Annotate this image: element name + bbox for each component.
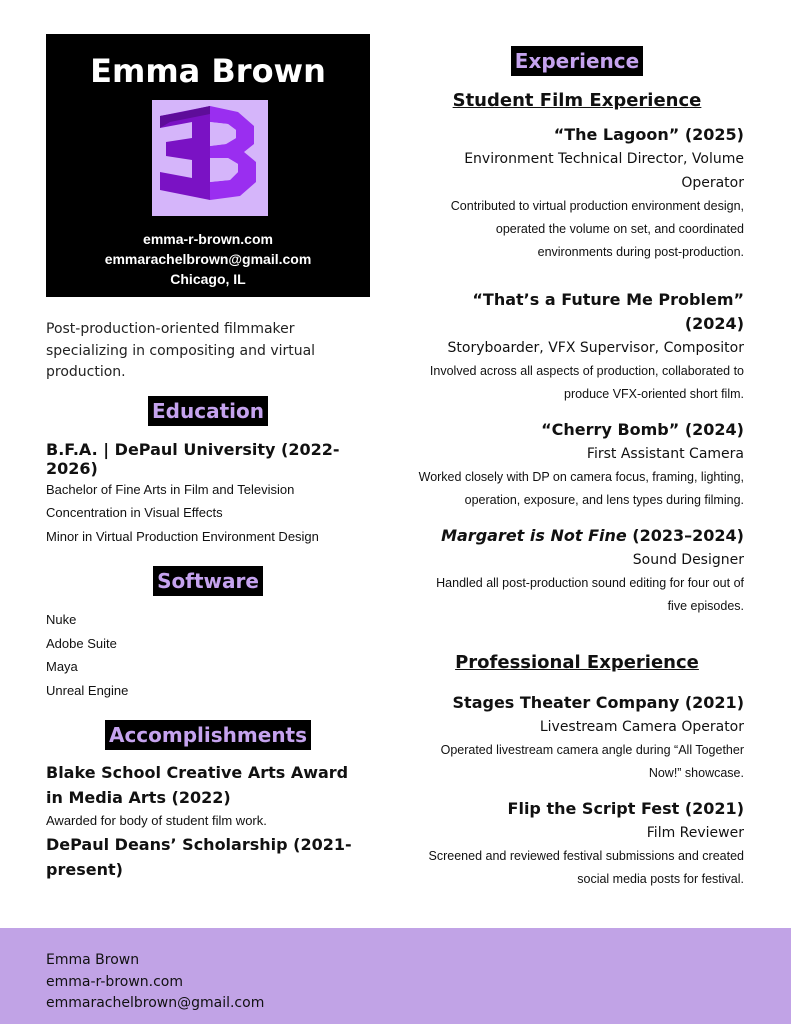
job-entry [410, 797, 744, 891]
software-section-heading [46, 566, 370, 596]
education-details [46, 478, 370, 549]
job-entry [410, 418, 744, 512]
header-name: Emma Brown [90, 52, 326, 90]
job-description: operated the volume on set, and coordinated [495, 222, 744, 236]
right-column [410, 46, 744, 891]
student-experience-title: Student Film Experience [452, 90, 702, 111]
footer-name: Emma Brown [46, 952, 140, 968]
job-description: Contributed to virtual production environment design, [450, 199, 744, 213]
job-title: “The Lagoon” (2025) [553, 125, 744, 144]
eb-monogram-icon [152, 100, 268, 216]
job-description: environments during post-production. [537, 245, 744, 259]
job-role: Sound Designer [632, 552, 744, 568]
experience-section-heading [410, 46, 744, 76]
education-section-heading [46, 396, 370, 426]
job-description: Now!” showcase. [648, 766, 744, 780]
accomplishment-detail: Awarded for body of student film work. [46, 813, 267, 828]
job-description: five episodes. [667, 599, 744, 613]
software-list [46, 608, 370, 702]
education-detail: Concentration in Visual Effects [46, 505, 223, 520]
job-role: Environment Technical Director, Volume Operator [464, 151, 744, 191]
accomplishments-title: Accomplishments [105, 720, 311, 750]
education-detail: Bachelor of Fine Arts in Film and Television [46, 481, 295, 497]
job-description: produce VFX-oriented short film. [564, 387, 744, 401]
job-entry [410, 288, 744, 406]
bio-text: Post-production-oriented filmmaker specializing in compositing and virtual production. [46, 321, 316, 380]
software-title: Software [153, 566, 263, 596]
education-title: Education [148, 396, 268, 426]
job-title: Stages Theater Company (2021) [452, 693, 744, 712]
footer-band [0, 928, 791, 1024]
job-description: social media posts for festival. [577, 872, 744, 886]
job-entry [410, 123, 744, 264]
job-entry [410, 691, 744, 785]
degree-line: B.F.A. | DePaul University (2022-2026) [46, 439, 340, 478]
job-role: Film Reviewer [646, 825, 744, 841]
footer-email[interactable]: emmarachelbrown@gmail.com [46, 995, 265, 1011]
job-title [410, 524, 744, 548]
accomplishments-section-heading [46, 720, 370, 750]
job-title-italic: Margaret is Not Fine [441, 526, 627, 545]
professional-experience-title: Professional Experience [455, 652, 699, 673]
left-column [46, 34, 370, 882]
job-description: operation, exposure, and lens types during filming. [464, 493, 744, 507]
accomplishment-heading: Blake School Creative Arts Award in Media Arts (2022) [46, 763, 349, 807]
job-entry [410, 524, 744, 618]
job-title: “That’s a Future Me Problem” (2024) [472, 290, 744, 333]
job-description: Involved across all aspects of production, collaborated to [429, 364, 744, 378]
software-item: Maya [46, 659, 78, 674]
job-title: “Cherry Bomb” (2024) [541, 420, 744, 439]
job-description: Screened and reviewed festival submissions and created [428, 849, 744, 863]
footer-website[interactable]: emma-r-brown.com [46, 973, 184, 990]
job-role: Storyboarder, VFX Supervisor, Compositor [447, 340, 744, 356]
job-role: First Assistant Camera [586, 446, 744, 462]
software-item: Adobe Suite [46, 635, 117, 651]
job-description: Handled all post-production sound editing for four out of [436, 576, 744, 590]
software-item: Unreal Engine [46, 682, 129, 698]
header-contact [46, 229, 370, 289]
job-title: Flip the Script Fest (2021) [507, 799, 744, 818]
experience-title: Experience [511, 46, 643, 76]
header-website[interactable]: emma-r-brown.com [143, 231, 273, 247]
job-description: Operated livestream camera angle during “All Together [440, 743, 744, 757]
job-title-years: (2023–2024) [626, 526, 744, 545]
job-role: Livestream Camera Operator [539, 719, 744, 735]
accomplishment-heading: DePaul Deans’ Scholarship (2021-present) [46, 835, 352, 879]
job-description: Worked closely with DP on camera focus, framing, lighting, [418, 470, 744, 484]
header-card [46, 34, 370, 297]
education-detail: Minor in Virtual Production Environment Design [46, 528, 319, 544]
header-location: Chicago, IL [170, 271, 246, 287]
header-email[interactable]: emmarachelbrown@gmail.com [104, 251, 312, 267]
footer-contact [46, 950, 264, 1015]
software-item: Nuke [46, 612, 77, 627]
